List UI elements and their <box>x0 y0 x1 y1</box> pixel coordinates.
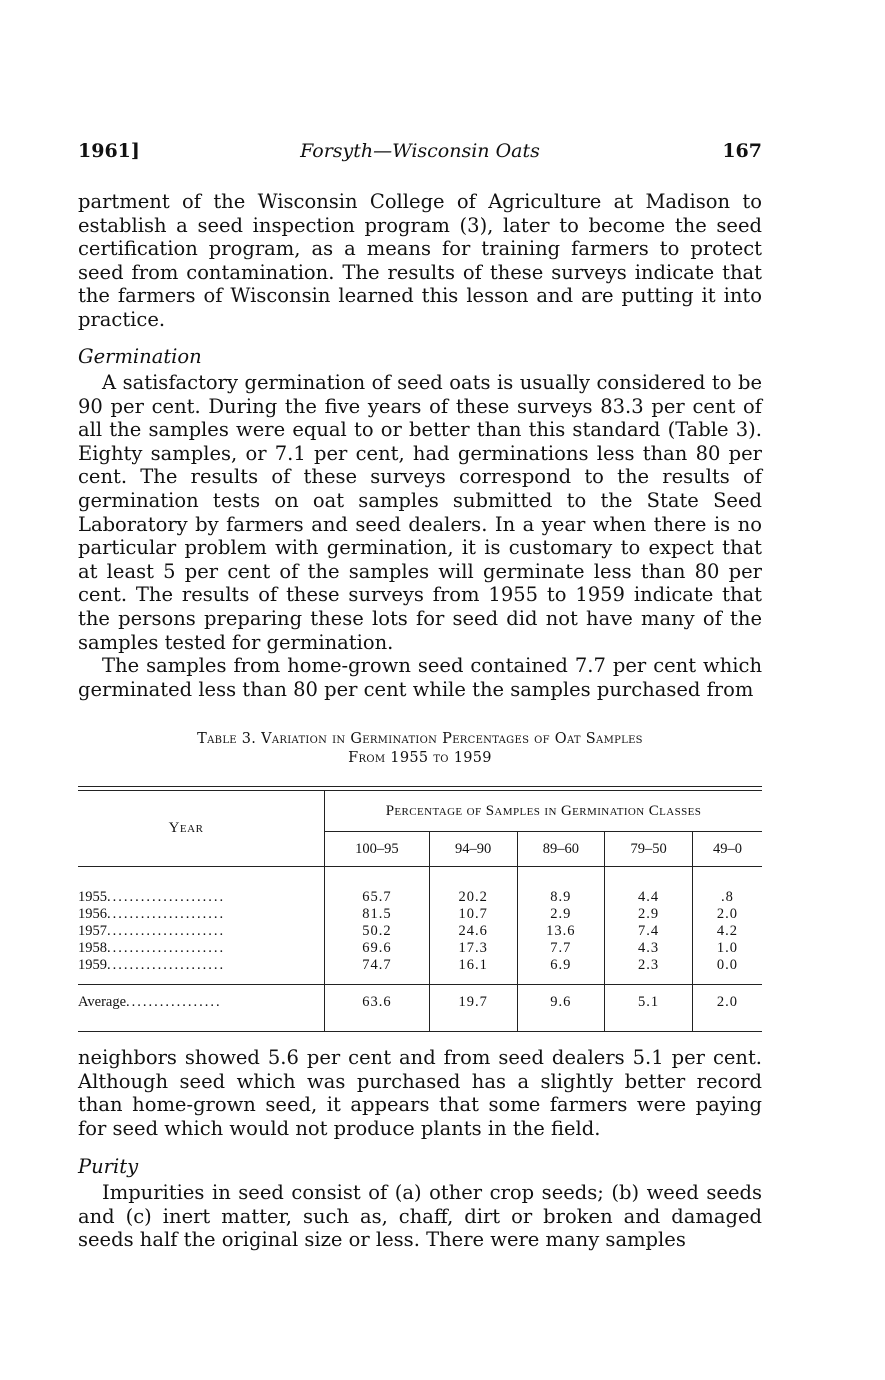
table-cell: 1.0 <box>692 940 762 957</box>
table-cell: 16.1 <box>429 957 517 974</box>
paragraph-4: neighbors showed 5.6 per cent and from seed dealers 5.1 per cent. Although seed which was purchased has a slightly better record than home-grown seed, it appears that some farmers were paying for seed which would not produce plants in the field. <box>78 1046 762 1140</box>
table-caption-line-1: Table 3. Variation in Germination Percentages of Oat Samples <box>197 731 643 747</box>
column-header: 49–0 <box>692 832 762 867</box>
table-cell: 2.3 <box>605 957 693 974</box>
column-header: 94–90 <box>429 832 517 867</box>
table-caption-line-2: From 1955 to 1959 <box>348 750 492 766</box>
table-cell: 2.9 <box>517 906 605 923</box>
table-bottom-rule <box>78 1031 762 1032</box>
row-year: 1956 <box>78 906 107 922</box>
paragraph-2: A satisfactory germination of seed oats is usually considered to be 90 per cent. During the five years of these surveys 83.3 per cent of all the samples were equal to or better than this standard (Table 3). Eighty samples, or 7.1 per cent, had germinations less than 80 per cent. The results of these surveys correspond to the results of germination tests on oat samples submitted to the State Seed Laboratory by farmers and seed dealers. In a year when there is no particular problem with germination, it is customary to expect that at least 5 per cent of the samples will germinate less than 80 per cent. The results of these surveys from 1955 to 1959 indicate that the persons preparing these lots for seed did not have many of the samples tested for germination. <box>78 371 762 654</box>
paragraph-block-1 <box>78 190 762 332</box>
table-row: 1958..................... 69.6 17.3 7.7 4.3 1.0 <box>78 940 762 957</box>
table-cell: .8 <box>692 889 762 906</box>
page-number: 167 <box>722 140 762 162</box>
row-year: 1957 <box>78 923 107 939</box>
table-cell: 74.7 <box>325 957 430 974</box>
table-cell: 4.4 <box>605 889 693 906</box>
year-column-header: Year <box>168 820 204 836</box>
section-heading-purity: Purity <box>78 1155 139 1178</box>
running-header <box>78 140 762 166</box>
table-cell: 6.9 <box>517 957 605 974</box>
table-cell: 65.7 <box>325 889 430 906</box>
table-row: 1955..................... 65.7 20.2 8.9 4.4 .8 <box>78 889 762 906</box>
table-cell: 8.9 <box>517 889 605 906</box>
table-cell: 2.0 <box>692 985 762 1020</box>
row-year: 1958 <box>78 940 107 956</box>
table-cell: 69.6 <box>325 940 430 957</box>
row-year: 1955 <box>78 889 107 905</box>
paragraph-block-4 <box>78 1181 762 1252</box>
table-cell: 10.7 <box>429 906 517 923</box>
table-cell: 19.7 <box>429 985 517 1020</box>
table-cell: 81.5 <box>325 906 430 923</box>
table-cell: 4.3 <box>605 940 693 957</box>
header-title: Forsyth—Wisconsin Oats <box>300 140 540 162</box>
germination-classes-header: Percentage of Samples in Germination Classes <box>325 791 763 832</box>
table-cell: 24.6 <box>429 923 517 940</box>
table-cell: 13.6 <box>517 923 605 940</box>
table-cell: 7.7 <box>517 940 605 957</box>
table-row: 1956..................... 81.5 10.7 2.9 2.9 2.0 <box>78 906 762 923</box>
average-row: Average................. 63.6 19.7 9.6 5.1 2.0 <box>78 985 762 1020</box>
paragraph-3: The samples from home-grown seed contained 7.7 per cent which germinated less than 80 per cent while the samples purchased from <box>78 654 762 701</box>
header-year: 1961] <box>78 140 140 162</box>
table-cell: 20.2 <box>429 889 517 906</box>
table-cell: 2.0 <box>692 906 762 923</box>
row-year: 1959 <box>78 957 107 973</box>
paragraph-5: Impurities in seed consist of (a) other crop seeds; (b) weed seeds and (c) inert matter, such as, chaff, dirt or broken and damaged seeds half the original size or less. There were many samples <box>78 1181 762 1252</box>
table-cell: 4.2 <box>692 923 762 940</box>
column-header: 79–50 <box>605 832 693 867</box>
paragraph-1: partment of the Wisconsin College of Agriculture at Madison to establish a seed inspection program (3), later to become the seed certification program, as a means for training farmers to protect seed from contamination. The results of these surveys indicate that the farmers of Wisconsin learned this lesson and are putting it into practice. <box>78 190 762 331</box>
section-heading-germination: Germination <box>78 345 202 368</box>
table-cell: 0.0 <box>692 957 762 974</box>
paragraph-block-2 <box>78 371 762 701</box>
table-row: 1957..................... 50.2 24.6 13.6 7.4 4.2 <box>78 923 762 940</box>
column-header: 100–95 <box>325 832 430 867</box>
table-cell: 50.2 <box>325 923 430 940</box>
table-cell: 17.3 <box>429 940 517 957</box>
table-cell: 5.1 <box>605 985 693 1020</box>
germination-table <box>78 786 762 1032</box>
table-cell: 9.6 <box>517 985 605 1020</box>
table-cell: 7.4 <box>605 923 693 940</box>
table-caption <box>78 730 762 768</box>
table-cell: 2.9 <box>605 906 693 923</box>
paragraph-block-3 <box>78 1046 762 1140</box>
column-header: 89–60 <box>517 832 605 867</box>
table-row: 1959..................... 74.7 16.1 6.9 2.3 0.0 <box>78 957 762 974</box>
average-label: Average <box>78 993 127 1010</box>
table-cell: 63.6 <box>325 985 430 1020</box>
